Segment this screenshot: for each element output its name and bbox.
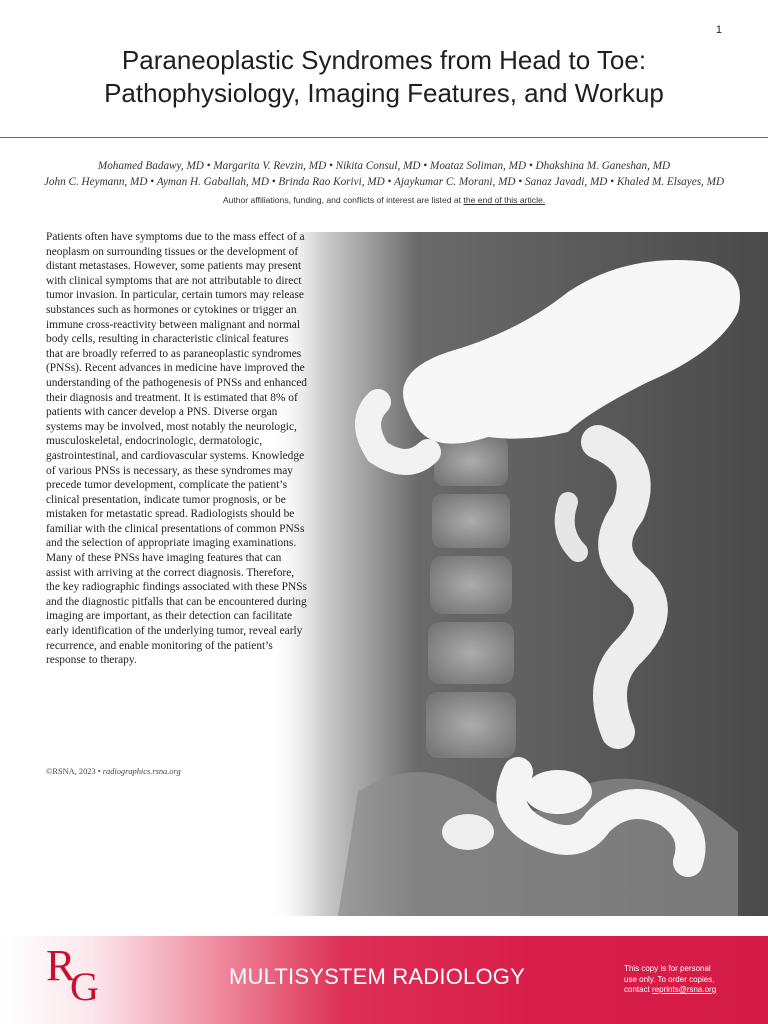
title-divider [0,137,768,138]
copyright-line [46,767,181,776]
reprint-contact-prefix: contact [624,985,653,994]
svg-text:G: G [70,964,99,1006]
abstract-text: Patients often have symptoms due to the mass effect of a neoplasm on surrounding tissues or the development of distant metastases. However, some patients may present with clinical symptoms that are not attributable to direct tumor invasion. In particular, certain tumors may release substances such as hormones or cytokines or trigger an immune cross-reactivity between malignant and normal body cells, resulting in characteristic clinical features that are broadly referred to as paraneoplastic syndromes (PNSs). Recent advances in medicine have improved the understanding of the pathogenesis of PNSs and enhanced their diagnosis and treatment. It is estimated that 8% of patients with cancer develop a PNS. Diverse organ systems may be involved, most notably the neurologic, musculoskeletal, endocrinologic, dermatologic, gastrointestinal, and cardiovascular systems. Knowledge of various PNSs is necessary, as these syndromes may precede tumor development, complicate the patient’s clinical presentation, indicate tumor prognosis, or be mistaken for metastatic spread. Radiologists should be familiar with the clinical presentations of common PNSs and the selection of appropriate imaging examinations. Many of these PNSs have imaging features that can assist with arriving at the correct diagnosis. Therefore, the key radiographic findings associated with these PNSs and the diagnostic pitfalls that can be encountered during imaging are important, as their detection can facilitate early identification of the underlying tumor, reveal early recurrence, and enable monitoring of the patient’s response to therapy. [46,231,307,667]
affiliation-note [0,195,768,205]
svg-text:R: R [46,941,76,990]
reprint-line-1: This copy is for personal [624,964,711,973]
reprint-email-link[interactable]: reprints@rsna.org [652,985,717,994]
affiliation-text: Author affiliations, funding, and conflicts of interest are listed at [222,195,464,205]
barium-radiograph-image [268,232,768,916]
abstract [46,230,308,668]
reprint-note [624,964,744,996]
title-line-2: Pathophysiology, Imaging Features, and Workup [104,78,664,108]
journal-url[interactable]: radiographics.rsna.org [102,767,181,776]
reprint-line-3 [624,985,744,996]
page-number: 1 [715,24,722,36]
author-line-1: Mohamed Badawy, MD • Margarita V. Revzin, MD • Nikita Consul, MD • Moataz Soliman, MD • Dhakshina M. Ganeshan, MD [97,160,671,172]
affiliation-link[interactable]: the end of this article. [463,195,546,205]
title-line-1: Paraneoplastic Syndromes from Head to Toe: [121,45,647,75]
section-label: MULTISYSTEM RADIOLOGY [229,964,525,989]
author-list [0,158,768,190]
rg-logo [44,936,110,1006]
reprint-line-2: use only. To order copies, [624,974,715,984]
copyright-text: ©RSNA, 2023 • [46,767,103,776]
article-title [0,44,768,110]
author-line-2: John C. Heymann, MD • Ayman H. Gaballah, MD • Brinda Rao Korivi, MD • Ajaykumar C. Morani, MD • Sanaz Javadi, MD • Khaled M. Elsayes, MD [43,176,725,188]
